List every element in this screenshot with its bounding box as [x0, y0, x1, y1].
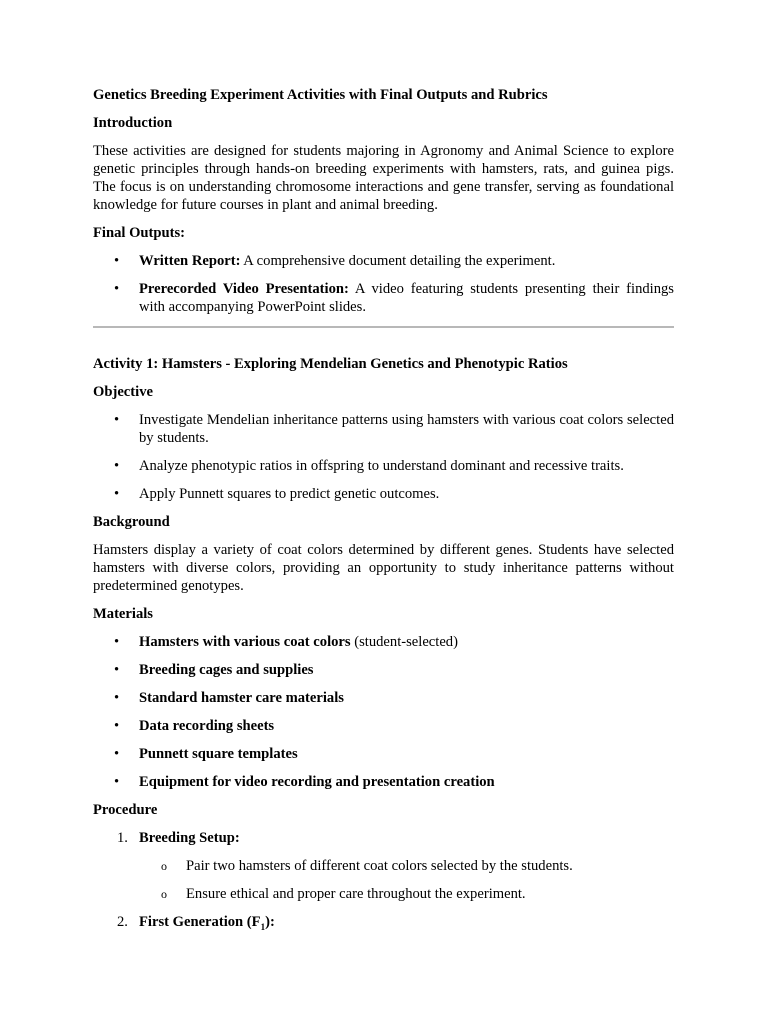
procedure-step [93, 829, 674, 903]
objective-heading: Objective [93, 384, 153, 400]
materials-heading: Materials [93, 606, 153, 622]
material-note: (student-selected) [350, 634, 458, 650]
list-item [93, 745, 674, 763]
bullet-icon: • [114, 746, 120, 762]
output-text: A video featuring students presenting their findings with accompanying PowerPoint slides. [139, 281, 674, 315]
bullet-icon: • [114, 634, 120, 650]
material-label: Standard hamster care materials [139, 690, 344, 706]
output-label: Prerecorded Video Presentation: [139, 281, 349, 297]
step-substeps [139, 857, 674, 903]
materials-list [93, 633, 674, 791]
introduction-text: These activities are designed for students majoring in Agronomy and Animal Science to explore genetic principles through hands-on breeding experiments with hamsters, rats, and guinea pigs. The focus is on understanding chromosome interactions and gene transfer, serving as foundational knowledge for future courses in plant and animal breeding. [93, 143, 674, 213]
list-item [93, 773, 674, 791]
document-title: Genetics Breeding Experiment Activities with Final Outputs and Rubrics [93, 87, 548, 103]
output-label: Written Report: [139, 253, 241, 269]
bullet-icon: • [114, 458, 120, 474]
document-content [93, 86, 674, 946]
sub-bullet-icon: o [161, 859, 167, 873]
step-title [139, 913, 674, 936]
background-heading: Background [93, 514, 170, 530]
substep-text: Ensure ethical and proper care throughout the experiment. [186, 886, 526, 902]
list-item [93, 411, 674, 447]
list-item [93, 885, 674, 903]
list-item [93, 280, 674, 316]
step-title-subscript: 1 [260, 921, 266, 932]
list-item [93, 689, 674, 707]
material-label: Data recording sheets [139, 718, 275, 734]
objectives-list [93, 411, 674, 503]
list-item [93, 252, 674, 270]
objective-text: Analyze phenotypic ratios in offspring to understand dominant and recessive traits. [139, 458, 624, 474]
bullet-icon: • [114, 662, 120, 678]
step-title-prefix: First Generation (F [139, 914, 261, 930]
material-label: Punnett square templates [139, 746, 298, 762]
introduction-heading: Introduction [93, 115, 173, 131]
bullet-icon: • [114, 774, 120, 790]
bullet-icon: • [114, 690, 120, 706]
list-item [93, 457, 674, 475]
material-label: Equipment for video recording and presentation creation [139, 774, 495, 790]
bullet-icon: • [114, 253, 120, 269]
list-item [93, 717, 674, 735]
list-item [93, 633, 674, 651]
procedure-list [93, 829, 674, 936]
section-divider [93, 326, 674, 328]
procedure-step [93, 913, 674, 936]
step-title: Breeding Setup: [139, 830, 240, 846]
step-number: 1. [117, 830, 128, 846]
objective-text: Investigate Mendelian inheritance patterns using hamsters with various coat colors selected by students. [139, 412, 674, 446]
list-item [93, 857, 674, 875]
sub-bullet-icon: o [161, 887, 167, 901]
output-text: A comprehensive document detailing the experiment. [240, 253, 556, 269]
procedure-heading: Procedure [93, 802, 158, 818]
activity-1-title: Activity 1: Hamsters - Exploring Mendelian Genetics and Phenotypic Ratios [93, 356, 568, 372]
final-outputs-list [93, 252, 674, 316]
material-label: Breeding cages and supplies [139, 662, 314, 678]
bullet-icon: • [114, 412, 120, 428]
objective-text: Apply Punnett squares to predict genetic outcomes. [139, 486, 440, 502]
bullet-icon: • [114, 486, 120, 502]
list-item [93, 661, 674, 679]
bullet-icon: • [114, 718, 120, 734]
list-item [93, 485, 674, 503]
bullet-icon: • [114, 281, 120, 297]
background-text: Hamsters display a variety of coat colors determined by different genes. Students have selected hamsters with diverse colors, providing an opportunity to study inheritance patterns without predetermined genotypes. [93, 542, 674, 594]
substep-text: Pair two hamsters of different coat colors selected by the students. [186, 858, 573, 874]
final-outputs-heading: Final Outputs: [93, 225, 186, 241]
step-number: 2. [117, 914, 128, 930]
material-label: Hamsters with various coat colors [139, 634, 351, 650]
step-title-suffix: ): [265, 914, 275, 930]
